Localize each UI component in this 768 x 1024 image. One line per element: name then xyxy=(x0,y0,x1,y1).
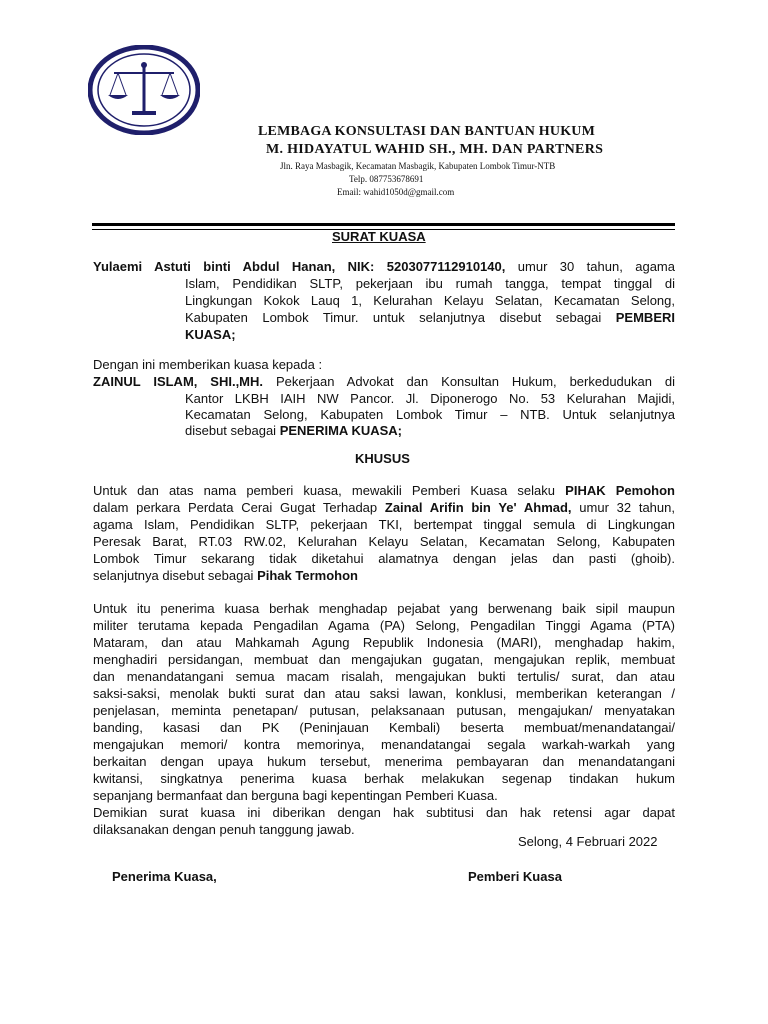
pemberi-line4: Kabupaten Lombok Timur. untuk selanjutnya disebut sebagai PEMBERI xyxy=(185,310,675,325)
para2-line: sepanjang bermanfaat dan berguna bagi kepentingan Pemberi Kuasa. xyxy=(93,788,498,803)
para2-line: kwitansi, singkatnya penerima kuasa berhak melakukan segenap tindakan hukum xyxy=(93,771,675,786)
signature-penerima-label: Penerima Kuasa, xyxy=(112,869,217,884)
org-address: Jln. Raya Masbagik, Kecamatan Masbagik, Kabupaten Lombok Timur-NTB xyxy=(280,161,556,171)
penerima-line3: Kecamatan Selong, Kabupaten Lombok Timur – NTB. Untuk selanjutnya xyxy=(185,407,675,422)
scales-of-justice-logo xyxy=(88,45,200,135)
para1-line3: agama Islam, Pendidikan SLTP, pekerjaan TKI, bertempat tinggal semula di Lingkungan xyxy=(93,517,675,532)
signature-pemberi-label: Pemberi Kuasa xyxy=(468,869,562,884)
para1-line5: Lombok Timur sekarang tidak diketahui alamatnya dengan jelas dan pasti (ghoib). xyxy=(93,551,675,566)
penerima-name: ZAINUL ISLAM, SHI.,MH. xyxy=(93,374,264,389)
org-phone: Telp. 087753678691 xyxy=(349,174,424,184)
para2-line: banding, kasasi dan PK (Peninjauan Kembali) beserta membuat/menandatangai/ xyxy=(93,720,675,735)
para3-line1: Demikian surat kuasa ini diberikan dengan hak subtitusi dan hak retensi agar dapat xyxy=(93,805,675,820)
para1-line6: selanjutnya disebut sebagai Pihak Termohon xyxy=(93,568,358,583)
para2-line: penjelasan, meminta penetapan/ putusan, pelaksanaan putusan, mengajukan/ menyatakan xyxy=(93,703,675,718)
para2-line: saksi-saksi, menolak bukti surat dan atau saksi lawan, konklusi, memberikan keterangan / xyxy=(93,686,675,701)
pemberi-line5: KUASA; xyxy=(185,327,236,342)
para2-line: menghadiri persidangan, membuat dan mengajukan gugatan, mengajukan replik, membuat xyxy=(93,652,675,667)
para2-line: mengajukan memori/ kontra memorinya, menandatangai segala warkah-warkah yang xyxy=(93,737,675,752)
penerima-line2: Kantor LKBH IAIH NW Pancor. Jl. Diponerogo No. 53 Kelurahan Majidi, xyxy=(185,391,675,406)
org-email: Email: wahid1050d@gmail.com xyxy=(337,187,455,197)
pemberi-name-nik: Yulaemi Astuti binti Abdul Hanan, NIK: 5203077112910140, xyxy=(93,259,506,274)
org-name-line2: M. HIDAYATUL WAHID SH., MH. DAN PARTNERS xyxy=(266,142,604,157)
para3-line2: dilaksanakan dengan penuh tanggung jawab. xyxy=(93,822,355,837)
pemberi-line2: Islam, Pendidikan SLTP, pekerjaan ibu rumah tangga, tempat tinggal di xyxy=(185,276,675,291)
para2-line: dan menandatangani semua macam risalah, mengajukan bukti tertulis/ surat, dan atau xyxy=(93,669,675,684)
para2-line: militer terutama kepada Pengadilan Agama (PA) Selong, Pengadilan Tinggi Agama (PTA) xyxy=(93,618,675,633)
para1-line2: dalam perkara Perdata Cerai Gugat Terhadap Zainal Arifin bin Ye' Ahmad, umur 32 tahun, xyxy=(93,500,675,515)
para1-line1: Untuk dan atas nama pemberi kuasa, mewakili Pemberi Kuasa selaku PIHAK Pemohon xyxy=(93,483,675,498)
org-name-line1: LEMBAGA KONSULTASI DAN BANTUAN HUKUM xyxy=(258,124,596,139)
header-divider-thick xyxy=(92,223,675,226)
para2-line: berkaitan dengan upaya hukum tersebut, menerima pembayaran dan menandatangani xyxy=(93,754,675,769)
penerima-line1: ZAINUL ISLAM, SHI.,MH. Pekerjaan Advokat dan Konsultan Hukum, berkedudukan di xyxy=(93,374,675,389)
para2-line: Mataram, dan atau Mahkamah Agung Republik Indonesia (MARI), menghadap hakim, xyxy=(93,635,675,650)
pemberi-line3: Lingkungan Kokok Lauq 1, Kelurahan Kelayu Selatan, Kecamatan Selong, xyxy=(185,293,675,308)
intro-text: Dengan ini memberikan kuasa kepada : xyxy=(93,357,323,372)
khusus-heading: KHUSUS xyxy=(355,451,410,466)
document-title: SURAT KUASA xyxy=(332,229,426,244)
pemberi-line1: Yulaemi Astuti binti Abdul Hanan, NIK: 5203077112910140, umur 30 tahun, agama xyxy=(93,259,675,274)
para1-line4: Peresak Barat, RT.03 RW.02, Kelurahan Kelayu Selatan, Kecamatan Selong, Kabupaten xyxy=(93,534,675,549)
penerima-line4: disebut sebagai PENERIMA KUASA; xyxy=(185,423,403,438)
para2-line: Untuk itu penerima kuasa berhak menghadap pejabat yang berwenang baik sipil maupun xyxy=(93,601,675,616)
place-date: Selong, 4 Februari 2022 xyxy=(518,834,658,849)
